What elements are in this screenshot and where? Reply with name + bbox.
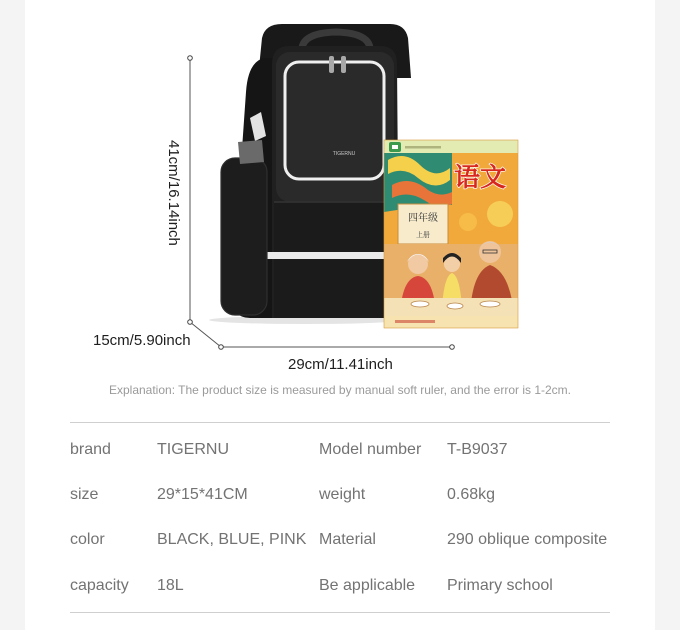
spec-value: 290 oblique composite (447, 531, 608, 548)
spec-row (0, 438, 680, 462)
spec-label: color (70, 531, 105, 548)
spec-value: 29*15*41CM (157, 486, 248, 503)
spec-label: capacity (70, 577, 129, 594)
book-title: 语文 (453, 163, 507, 193)
spec-label: Model number (319, 441, 422, 458)
textbook-image (384, 140, 518, 328)
table-top-divider (70, 422, 610, 423)
table-bottom-divider (70, 612, 610, 613)
spec-label: Be applicable (319, 577, 416, 594)
spec-row (0, 528, 680, 552)
height-dimension-label: 41cm/16.14inch (165, 140, 182, 246)
publisher-logo-icon (389, 142, 401, 152)
spec-value: T-B9037 (447, 441, 508, 458)
spec-value: 0.68kg (447, 486, 496, 503)
spec-value: Primary school (447, 577, 553, 594)
spec-value: 18L (157, 577, 184, 594)
spec-value: BLACK, BLUE, PINK (157, 531, 307, 548)
book-grade: 四年级 (408, 213, 438, 224)
spec-value: TIGERNU (157, 441, 229, 458)
spec-label: brand (70, 441, 111, 458)
spec-row (0, 483, 680, 507)
depth-dimension-label: 15cm/5.90inch (93, 332, 191, 349)
size-explanation: Explanation: The product size is measured by manual soft ruler, and the error is 1-2cm. (108, 383, 571, 397)
spec-label: Material (319, 531, 376, 548)
book-volume: 上册 (416, 231, 430, 239)
width-dimension-label: 29cm/11.41inch (288, 356, 393, 373)
spec-label: size (70, 486, 99, 503)
spec-label: weight (319, 486, 366, 503)
backpack-image (209, 24, 411, 324)
bag-logo: TIGERNU (332, 151, 356, 157)
spec-row (0, 574, 680, 598)
